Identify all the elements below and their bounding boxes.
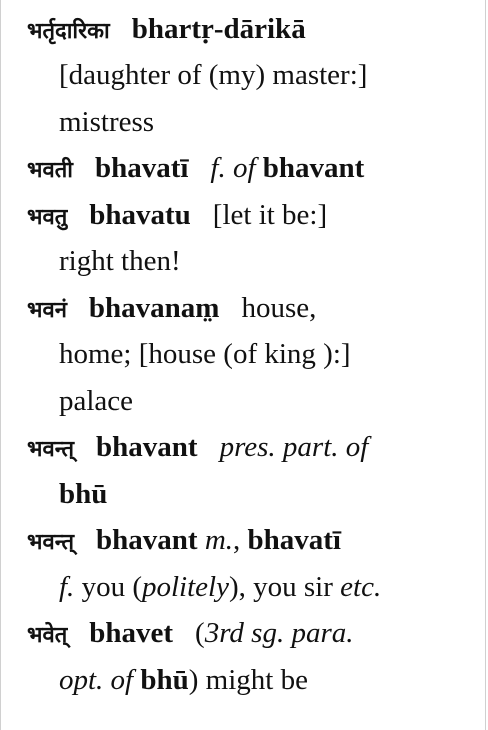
- cross-reference: bhavant: [262, 152, 365, 184]
- entry-line: [1, 52, 485, 98]
- grammar-note: f. of: [210, 152, 256, 184]
- definition-text: home; [house (of king ):]: [59, 338, 351, 370]
- entry-line: [1, 517, 485, 563]
- entry-line: [1, 564, 485, 610]
- entry-line: [1, 610, 485, 656]
- devanagari-headword: भवेत्: [27, 623, 68, 648]
- cross-reference: bhavatī: [247, 524, 341, 556]
- entry-line: [1, 192, 485, 238]
- grammar-note: opt. of: [59, 664, 134, 696]
- definition-text: mistress: [59, 106, 155, 138]
- transliterated-headword: bhavatu: [89, 199, 191, 231]
- transliterated-headword: bhavant: [96, 524, 198, 556]
- entry-line: [1, 99, 485, 145]
- definition-text: ) might be: [188, 664, 308, 696]
- usage-note: politely: [141, 571, 229, 603]
- grammar-note: m.: [204, 524, 234, 556]
- entry-line: [1, 657, 485, 703]
- definition-text: ), you sir: [228, 571, 341, 603]
- definition-text: palace: [59, 385, 134, 417]
- devanagari-headword: भवती: [27, 158, 73, 183]
- devanagari-headword: भर्तृदारिका: [27, 19, 110, 44]
- abbreviation: etc.: [340, 571, 382, 603]
- grammar-note: f.: [59, 571, 75, 603]
- entry-line: [1, 424, 485, 470]
- transliterated-headword: bhavant: [96, 431, 198, 463]
- entry-line: [1, 6, 485, 52]
- punctuation: (: [195, 617, 205, 649]
- grammar-note: pres. part. of: [219, 431, 369, 463]
- entry-line: [1, 331, 485, 377]
- transliterated-headword: bhavanam̤: [88, 292, 220, 324]
- cross-reference: bhū: [59, 478, 108, 510]
- definition-text: [let it be:]: [212, 199, 328, 231]
- entry-line: [1, 238, 485, 284]
- devanagari-headword: भवन्त्: [27, 530, 75, 555]
- punctuation: ,: [233, 524, 241, 556]
- devanagari-headword: भवतु: [27, 205, 68, 230]
- entry-line: [1, 285, 485, 331]
- devanagari-headword: भवनं: [27, 298, 67, 323]
- transliterated-headword: bhavet: [89, 617, 174, 649]
- definition-text: right then!: [59, 245, 181, 277]
- entry-line: [1, 378, 485, 424]
- definition-text: house,: [241, 292, 317, 324]
- cross-reference: bhū: [140, 664, 189, 696]
- grammar-note: 3rd sg. para.: [204, 617, 354, 649]
- definition-text: [daughter of (my) master:]: [59, 59, 368, 91]
- entry-line: [1, 471, 485, 517]
- entry-line: [1, 145, 485, 191]
- definition-text: you (: [74, 571, 142, 603]
- devanagari-headword: भवन्त्: [27, 437, 75, 462]
- transliterated-headword: bhartṛ-dārikā: [131, 13, 306, 45]
- transliterated-headword: bhavatī: [94, 152, 189, 184]
